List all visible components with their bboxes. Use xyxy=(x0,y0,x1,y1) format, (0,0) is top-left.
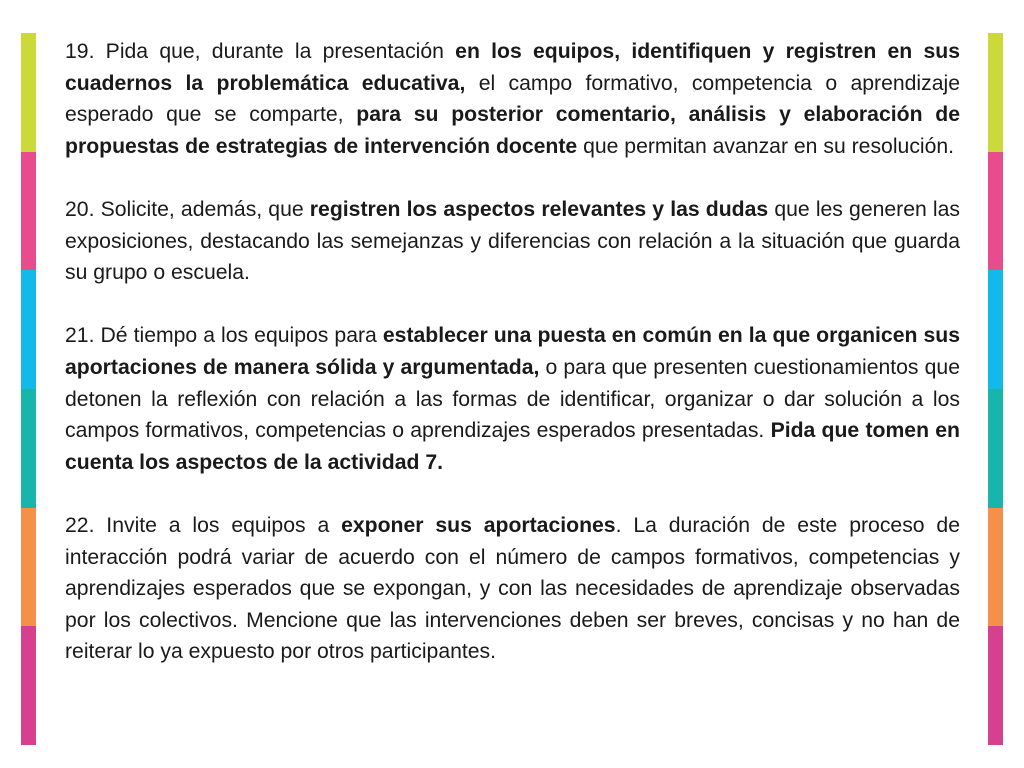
text-segment: que permitan avanzar en su resolución. xyxy=(577,134,955,158)
text-segment: que les generen las exposiciones, destacando las semejanzas y diferencias con relación a la situación que guarda su grupo o escuela. xyxy=(65,197,961,285)
text-segment: . La duración de este proceso de interacción podrá variar de acuerdo con el número de campos formativos, competencias y aprendizajes esperados que se expongan, y con las necesidades de aprendizaje observadas por los colectivos. Mencione que las intervenciones deben ser breves, concisas y no han de reiterar lo ya expuesto por otros participantes. xyxy=(65,513,960,664)
right-bar-segment xyxy=(988,389,1003,508)
left-bar-segment xyxy=(21,152,36,271)
text-segment-bold: para su posterior comentario, análisis y elaboración de propuestas de estrategias de intervención docente xyxy=(65,103,960,158)
text-segment: 22. Invite a los equipos a xyxy=(65,513,342,537)
right-bar-segment xyxy=(988,270,1003,389)
text-segment-bold: Pida que tomen en cuenta los aspectos de la actividad 7. xyxy=(65,419,960,474)
left-color-bar xyxy=(21,33,36,745)
text-segment-bold: registren los aspectos relevantes y las dudas xyxy=(309,197,769,221)
right-bar-segment xyxy=(988,508,1003,627)
right-bar-segment xyxy=(988,33,1003,152)
paragraph-19 xyxy=(65,36,960,162)
text-segment: 20. Solicite, además, que xyxy=(65,197,310,221)
text-segment-bold: establecer una puesta en común en la que organicen sus aportaciones de manera sólida y argumentada, xyxy=(65,324,960,379)
left-bar-segment xyxy=(21,270,36,389)
paragraph-22 xyxy=(65,510,960,668)
right-bar-segment xyxy=(988,152,1003,271)
instructions-text xyxy=(65,36,960,668)
text-segment: 21. Dé tiempo a los equipos para xyxy=(65,324,383,348)
paragraph-21 xyxy=(65,320,960,478)
right-color-bar xyxy=(988,33,1003,745)
text-segment: 19. Pida que, durante la presentación xyxy=(65,40,456,63)
text-segment: el campo formativo, competencia o aprendizaje esperado que se comparte, xyxy=(65,71,960,127)
paragraph-20 xyxy=(65,194,960,289)
text-segment-bold: en los equipos, identifiquen y registren en sus cuadernos la problemática educativa, xyxy=(65,40,960,95)
left-bar-segment xyxy=(21,508,36,627)
left-bar-segment xyxy=(21,389,36,508)
text-segment: o para que presenten cuestionamientos que detonen la reflexión con relación a las formas de identificar, organizar o dar solución a los campos formativos, competencias o aprendizajes esperados presentadas. xyxy=(65,355,960,443)
text-segment-bold: exponer sus aportaciones xyxy=(341,513,616,537)
left-bar-segment xyxy=(21,626,36,745)
right-bar-segment xyxy=(988,626,1003,745)
left-bar-segment xyxy=(21,33,36,152)
